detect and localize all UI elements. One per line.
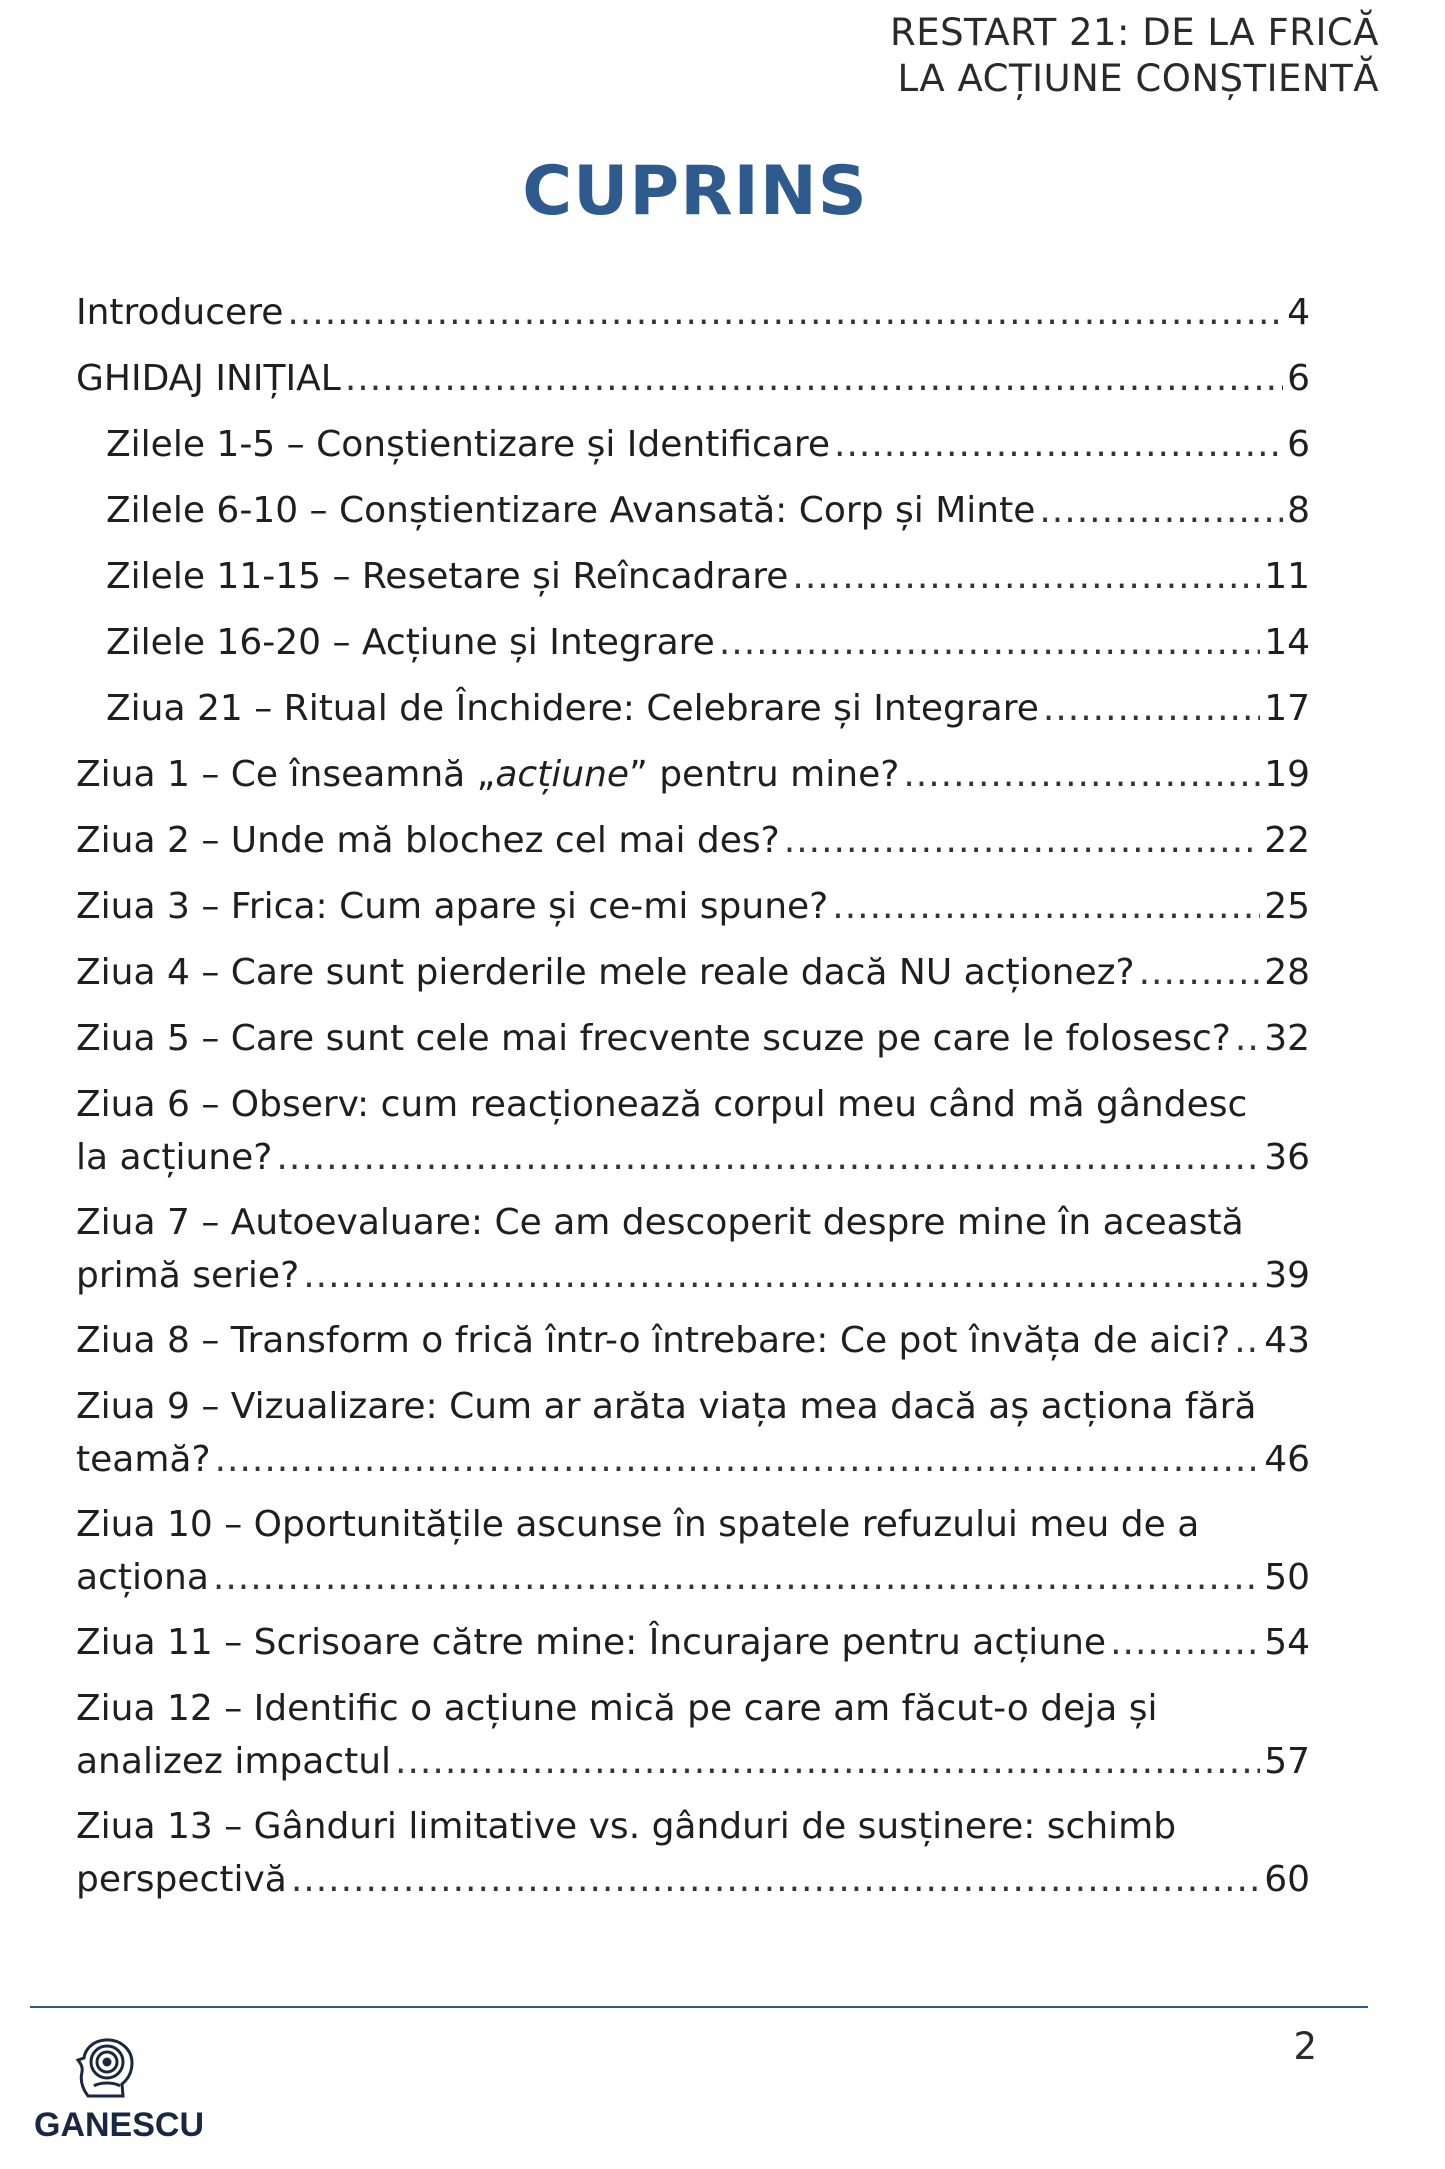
toc-entry-page: 43	[1264, 1320, 1310, 1361]
toc-entry-title-line-2: acționa	[76, 1557, 209, 1598]
toc-entry-page: 50	[1264, 1557, 1310, 1598]
toc-entry-title: Ziua 21 – Ritual de Închidere: Celebrare și Integrare	[106, 688, 1039, 729]
toc-entry-title-line-2: perspectivă	[76, 1859, 287, 1900]
toc-entry[interactable]	[76, 1616, 1310, 1669]
toc-entry-title-line-1: Ziua 10 – Oportunitățile ascunse în spatele refuzului meu de a	[76, 1504, 1200, 1545]
toc-entry-title-line-1: Ziua 7 – Autoevaluare: Ce am descoperit despre mine în această	[76, 1202, 1244, 1243]
toc-entry[interactable]	[76, 1800, 1310, 1906]
toc-entry[interactable]	[76, 1498, 1310, 1604]
dot-leader	[213, 1551, 1260, 1604]
toc-entry-title: Zilele 11-15 – Resetare și Reîncadrare	[106, 556, 789, 597]
dot-leader	[832, 880, 1260, 933]
toc-entry-title: Ziua 3 – Frica: Cum apare și ce-mi spune?	[76, 886, 829, 927]
toc-entry[interactable]	[76, 748, 1310, 801]
toc-entry[interactable]	[76, 1196, 1310, 1302]
toc-entry-page: 32	[1264, 1018, 1310, 1059]
toc-entry-title-end: ” pentru mine?	[629, 754, 900, 795]
toc-entry-title: Ziua 4 – Care sunt pierderile mele reale dacă NU acționez?	[76, 952, 1135, 993]
toc-entry-page: 14	[1264, 622, 1310, 663]
dot-leader	[345, 352, 1283, 405]
logo-wordmark: GANESCU	[34, 2106, 205, 2144]
footer-divider	[30, 2006, 1368, 2008]
dot-leader	[903, 748, 1260, 801]
toc-entry[interactable]	[76, 286, 1310, 339]
dot-leader	[792, 550, 1260, 603]
toc-entry[interactable]	[76, 352, 1310, 405]
toc-entry-title-line-1: Ziua 13 – Gânduri limitative vs. gânduri de susținere: schimb	[76, 1806, 1177, 1847]
brand-logo	[34, 2036, 205, 2146]
toc-entry[interactable]	[76, 1012, 1310, 1065]
toc-entry-page: 54	[1264, 1622, 1310, 1663]
toc-entry[interactable]	[76, 880, 1310, 933]
toc-entry-page: 17	[1264, 688, 1310, 729]
toc-entry-page: 8	[1287, 490, 1310, 531]
toc-entry-page: 4	[1287, 292, 1310, 333]
dot-leader	[287, 286, 1283, 339]
toc-entry[interactable]	[76, 1682, 1310, 1788]
toc-entry[interactable]	[76, 946, 1310, 999]
toc-entry-title: Ziua 8 – Transform o frică într-o întrebare: Ce pot învăța de aici?	[76, 1320, 1231, 1361]
toc-entry-title-line-1: Ziua 6 – Observ: cum reacționează corpul meu când mă gândesc	[76, 1084, 1248, 1125]
toc-entry-title-line-2: analizez impactul	[76, 1741, 392, 1782]
table-of-contents	[76, 286, 1310, 1918]
toc-entry-page: 22	[1264, 820, 1310, 861]
toc-entry-title-emphasis: acțiune	[495, 754, 630, 795]
dot-leader	[395, 1735, 1260, 1788]
toc-entry[interactable]	[76, 1078, 1310, 1184]
dot-leader	[834, 418, 1283, 471]
toc-entry-page: 28	[1264, 952, 1310, 993]
page-title: CUPRINS	[522, 152, 868, 231]
toc-entry-title-line-1: Ziua 9 – Vizualizare: Cum ar arăta viața mea dacă aș acționa fără	[76, 1386, 1257, 1427]
toc-entry-title: Introducere	[76, 292, 284, 333]
toc-entry-page: 60	[1264, 1859, 1310, 1900]
toc-entry-title-line-2: teamă?	[76, 1439, 211, 1480]
toc-entry-title-start: Ziua 1 – Ce înseamnă „	[76, 754, 496, 795]
toc-entry[interactable]	[76, 1380, 1310, 1486]
toc-subentry[interactable]	[76, 616, 1310, 669]
dot-leader	[215, 1433, 1261, 1486]
running-header	[890, 10, 1379, 102]
dot-leader	[1234, 1314, 1260, 1367]
dot-leader	[291, 1853, 1260, 1906]
toc-entry[interactable]	[76, 1314, 1310, 1367]
toc-entry-page: 25	[1264, 886, 1310, 927]
dot-leader	[1235, 1012, 1260, 1065]
toc-entry-page: 46	[1264, 1439, 1310, 1480]
page-number: 2	[1293, 2025, 1317, 2068]
dot-leader	[784, 814, 1260, 867]
toc-subentry[interactable]	[76, 484, 1310, 537]
toc-entry-page: 19	[1264, 754, 1310, 795]
dot-leader	[719, 616, 1260, 669]
toc-entry-title: Zilele 16-20 – Acțiune și Integrare	[106, 622, 715, 663]
dot-leader	[276, 1131, 1260, 1184]
toc-entry-page: 57	[1264, 1741, 1310, 1782]
toc-entry[interactable]	[76, 814, 1310, 867]
toc-entry-title: Zilele 1-5 – Conștientizare și Identificare	[106, 424, 831, 465]
toc-entry-page: 11	[1264, 556, 1310, 597]
toc-subentry[interactable]	[76, 418, 1310, 471]
dot-leader	[1039, 484, 1283, 537]
toc-entry-page: 36	[1264, 1137, 1310, 1178]
head-spiral-logo-icon	[74, 2036, 144, 2100]
toc-entry-title: GHIDAJ INIȚIAL	[76, 358, 341, 399]
dot-leader	[1043, 682, 1260, 735]
toc-entry-page: 39	[1264, 1255, 1310, 1296]
toc-subentry[interactable]	[76, 550, 1310, 603]
running-header-line-2: LA ACȚIUNE CONȘTIENTĂ	[897, 57, 1379, 100]
dot-leader	[1139, 946, 1261, 999]
toc-entry-title: Ziua 2 – Unde mă blochez cel mai des?	[76, 820, 780, 861]
toc-entry-title	[76, 748, 899, 801]
running-header-line-1: RESTART 21: DE LA FRICĂ	[889, 11, 1379, 54]
toc-entry-title: Ziua 11 – Scrisoare către mine: Încurajare pentru acțiune	[76, 1622, 1107, 1663]
toc-entry-page: 6	[1287, 424, 1310, 465]
dot-leader	[303, 1249, 1260, 1302]
toc-entry-title-line-2: primă serie?	[76, 1255, 300, 1296]
toc-entry-title: Ziua 5 – Care sunt cele mai frecvente scuze pe care le folosesc?	[76, 1018, 1231, 1059]
toc-subentry[interactable]	[76, 682, 1310, 735]
toc-entry-title-line-2: la acțiune?	[76, 1137, 273, 1178]
dot-leader	[1110, 1616, 1260, 1669]
toc-entry-page: 6	[1287, 358, 1310, 399]
toc-entry-title-line-1: Ziua 12 – Identific o acțiune mică pe care am făcut-o deja și	[76, 1688, 1158, 1729]
toc-entry-title: Zilele 6-10 – Conștientizare Avansată: Corp și Minte	[106, 490, 1036, 531]
